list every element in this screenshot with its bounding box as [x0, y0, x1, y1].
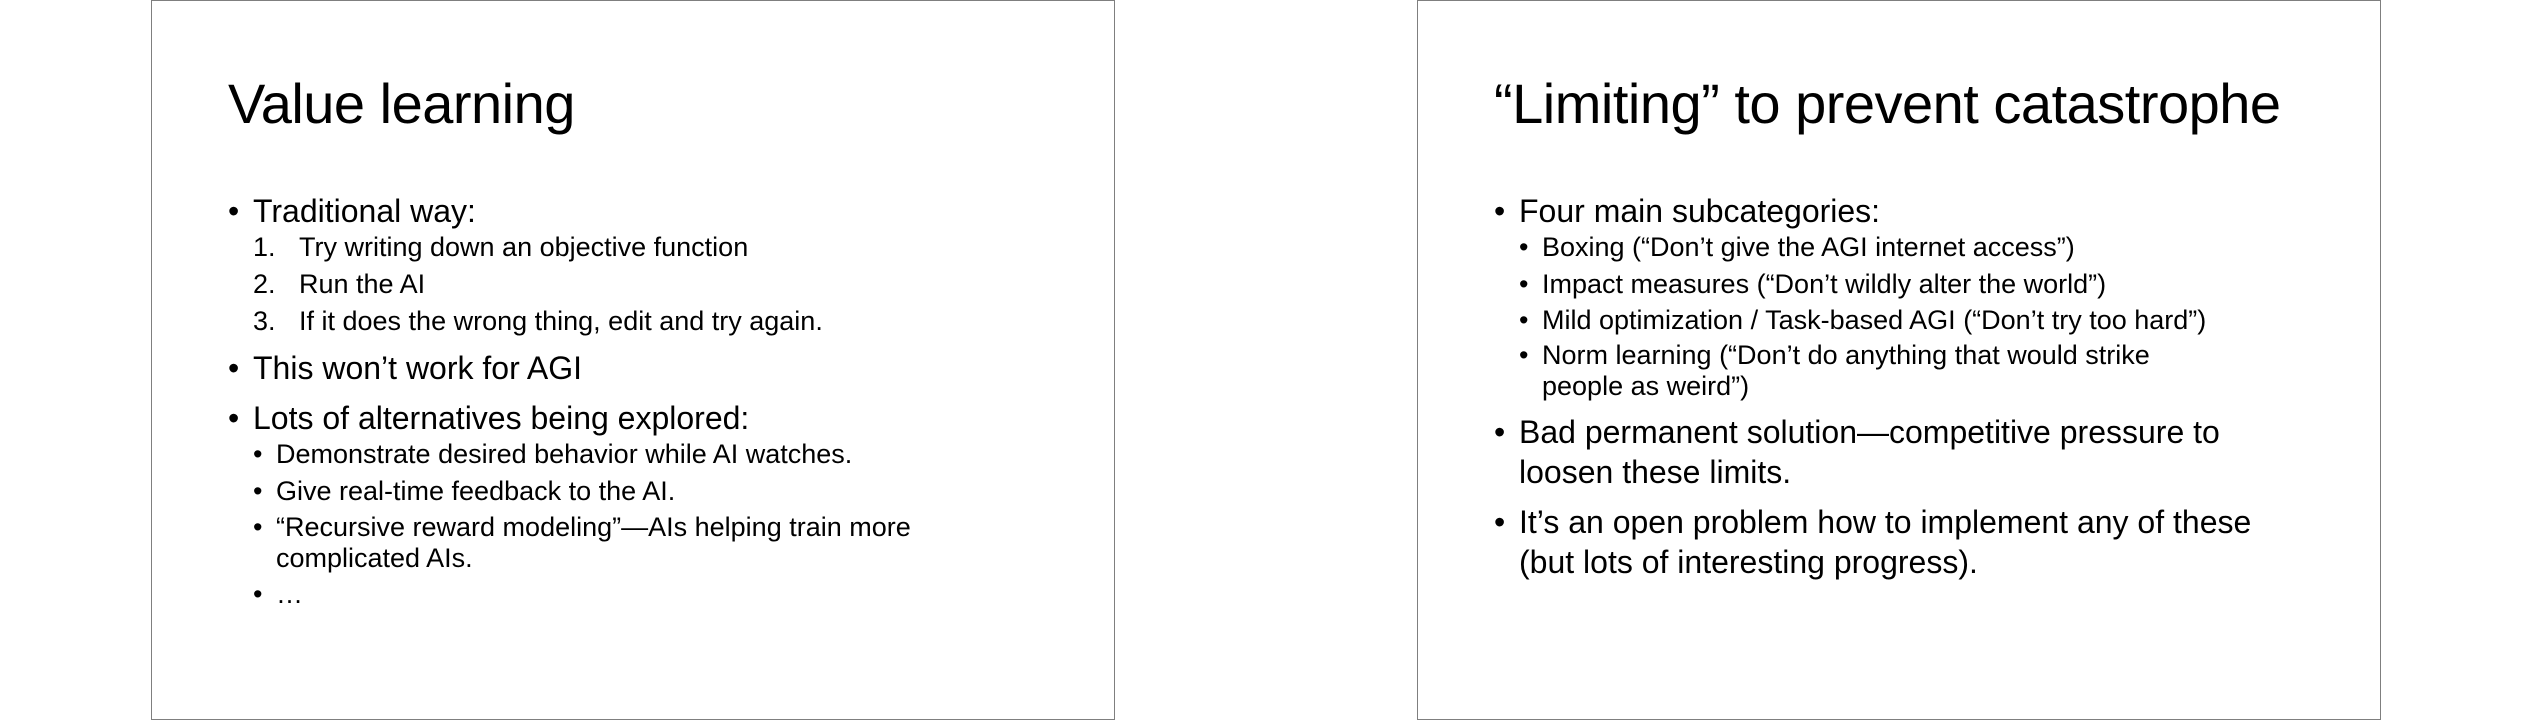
- list-item: [228, 348, 1018, 388]
- slide-title: Value learning: [228, 72, 575, 135]
- slide-body: [228, 191, 1018, 621]
- list-item-text: It’s an open problem how to implement any of these (but lots of interesting progress).: [1519, 504, 2252, 580]
- list-item: [1494, 412, 2274, 492]
- bullet-icon: •: [1494, 504, 1506, 540]
- bullet-icon: •: [1519, 305, 1529, 335]
- sub-list-item: [1494, 305, 2274, 336]
- list-item: [228, 398, 1018, 611]
- sub-list-item: [1494, 231, 2274, 264]
- list-item: [228, 191, 1018, 338]
- bullet-icon: •: [228, 350, 240, 386]
- bullet-icon: •: [1494, 193, 1506, 229]
- sub-list-item-text: Demonstrate desired behavior while AI watches.: [276, 439, 853, 469]
- list-item: [1494, 191, 2274, 402]
- sub-list-item-text: “Recursive reward modeling”—AIs helping train more complicated AIs.: [276, 512, 911, 573]
- list-item-text: Four main subcategories:: [1519, 193, 1881, 229]
- sub-bullet-list: [1494, 231, 2274, 402]
- sub-list-item: [1494, 340, 2274, 402]
- bullet-icon: •: [253, 439, 263, 469]
- sub-list-item-text: Boxing (“Don’t give the AGI internet access”): [1542, 232, 2075, 262]
- bullet-icon: •: [228, 400, 240, 436]
- numbered-item: [228, 268, 1018, 301]
- bullet-icon: •: [253, 512, 263, 542]
- sub-list-item: [1494, 268, 2274, 301]
- sub-list-item: [228, 578, 1018, 611]
- slide-body: [1494, 191, 2274, 592]
- numbered-item: [228, 305, 1018, 338]
- list-item: [1494, 502, 2274, 582]
- sub-list-item-text: Mild optimization / Task-based AGI (“Don’t try too hard”): [1542, 305, 2207, 335]
- numbered-item-text: If it does the wrong thing, edit and try again.: [299, 306, 823, 336]
- list-item-text: Bad permanent solution—competitive pressure to loosen these limits.: [1519, 414, 2220, 490]
- bullet-list: [228, 191, 1018, 611]
- bullet-icon: •: [1519, 340, 1529, 370]
- item-number: 2.: [253, 269, 276, 299]
- sub-list-item-text: Norm learning (“Don’t do anything that would strike people as weird”): [1542, 340, 2150, 401]
- list-item-text: Lots of alternatives being explored:: [253, 400, 750, 436]
- numbered-item-text: Try writing down an objective function: [299, 232, 749, 262]
- sub-list-item-text: Give real-time feedback to the AI.: [276, 476, 676, 506]
- bullet-icon: •: [1494, 414, 1506, 450]
- bullet-icon: •: [228, 193, 240, 229]
- slide-title: “Limiting” to prevent catastrophe: [1494, 72, 2281, 135]
- numbered-item: [228, 231, 1018, 264]
- sub-bullet-list: [228, 438, 1018, 611]
- sub-list-item: [228, 475, 1018, 508]
- list-item-text: Traditional way:: [253, 193, 476, 229]
- sub-list-item: [228, 512, 1018, 574]
- sub-list-item: [228, 438, 1018, 471]
- bullet-icon: •: [1519, 269, 1529, 299]
- sub-list-item-text: …: [276, 579, 303, 609]
- bullet-icon: •: [1519, 232, 1529, 262]
- bullet-icon: •: [253, 579, 263, 609]
- bullet-icon: •: [253, 476, 263, 506]
- numbered-item-text: Run the AI: [299, 269, 426, 299]
- slide-limiting: [1417, 0, 2381, 720]
- list-item-text: This won’t work for AGI: [253, 350, 582, 386]
- sub-list-item-text: Impact measures (“Don’t wildly alter the world”): [1542, 269, 2107, 299]
- item-number: 3.: [253, 306, 276, 336]
- numbered-list: [228, 231, 1018, 338]
- item-number: 1.: [253, 232, 276, 262]
- bullet-list: [1494, 191, 2274, 582]
- slide-value-learning: [151, 0, 1115, 720]
